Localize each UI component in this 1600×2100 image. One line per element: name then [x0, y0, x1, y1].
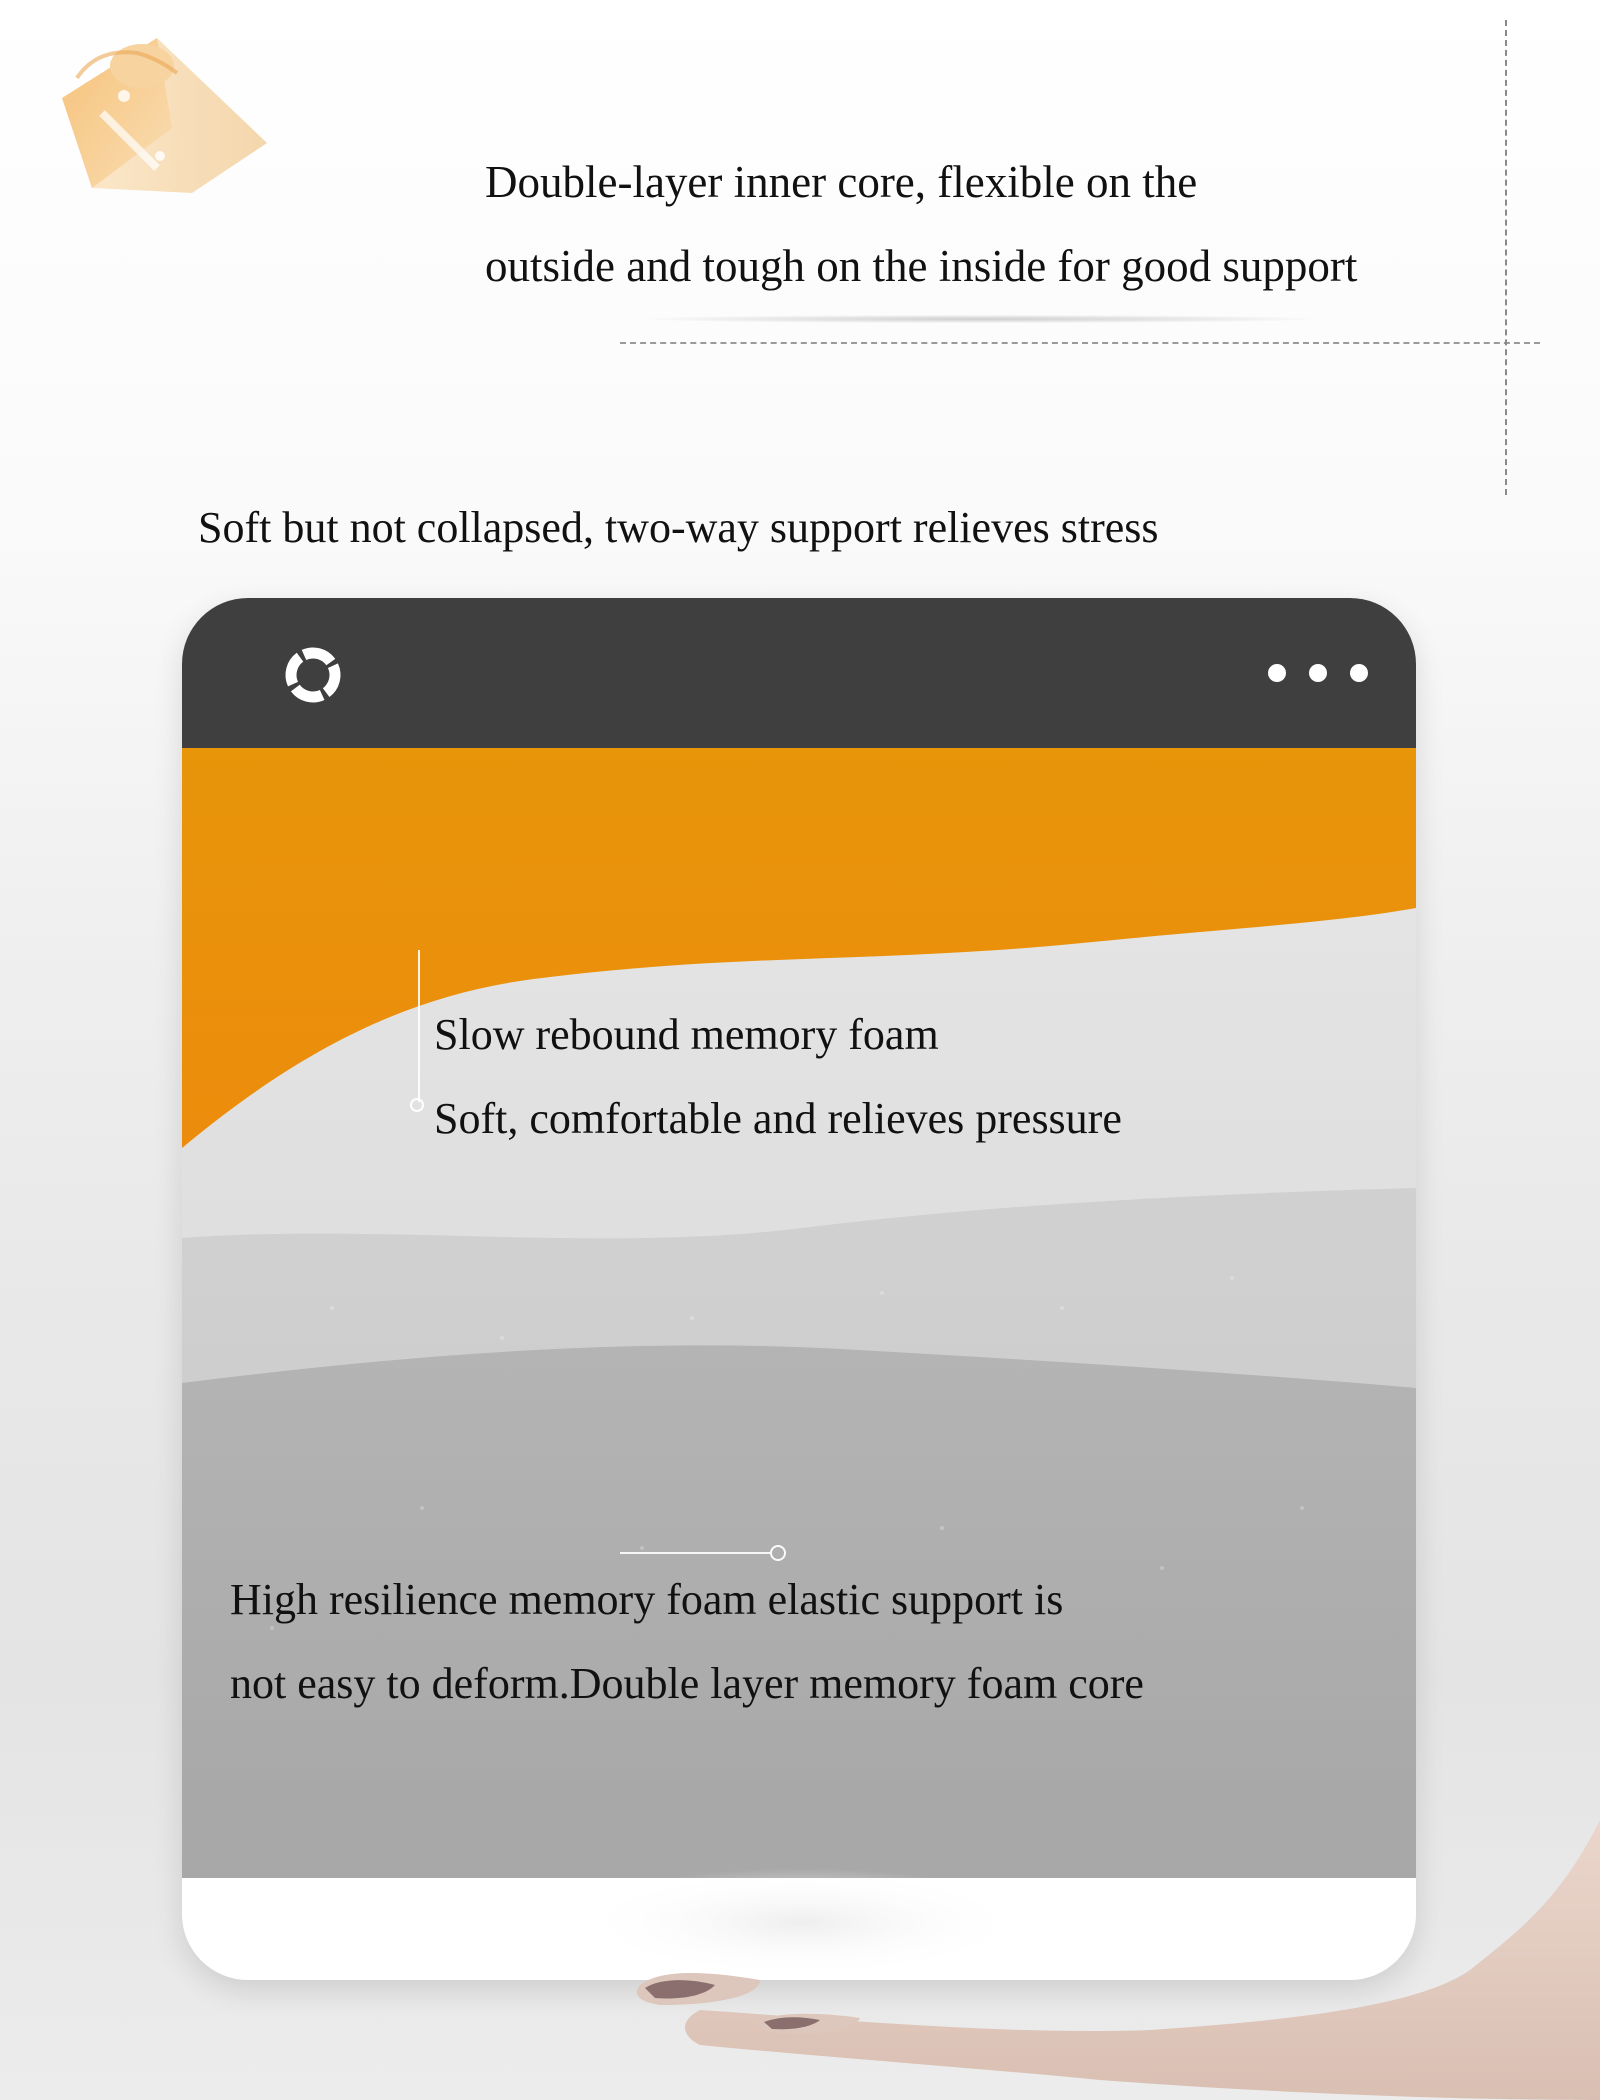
dot-icon: [1268, 664, 1286, 682]
top-layer-title: Slow rebound memory foam: [434, 1010, 939, 1059]
bottom-layer-line-1: High resilience memory foam elastic support is: [230, 1575, 1064, 1624]
dashed-divider-vertical: [1505, 20, 1507, 495]
headline-shadow: [650, 315, 1310, 323]
dot-icon: [1309, 664, 1327, 682]
headline-line-1: Double-layer inner core, flexible on the: [485, 157, 1198, 207]
foam-layers-illustration: [182, 748, 1416, 1980]
device-card: [182, 598, 1416, 1980]
top-layer-description: [434, 993, 1122, 1161]
headline: [485, 140, 1545, 308]
hand-icon: [0, 1820, 1600, 2100]
dashed-divider-horizontal: [620, 342, 1540, 344]
bottom-layer-line-2: not easy to deform.Double layer memory foam core: [230, 1659, 1144, 1708]
ring-icon[interactable]: [282, 644, 344, 706]
wedge-pillow-icon: [52, 18, 272, 208]
callout-line-vertical: [418, 950, 420, 1102]
callout-dot-icon: [410, 1098, 424, 1112]
bottom-layer-description: [230, 1558, 1144, 1726]
callout-line-horizontal: [620, 1552, 770, 1554]
top-layer-subtitle: Soft, comfortable and relieves pressure: [434, 1094, 1122, 1143]
headline-line-2: outside and tough on the inside for good support: [485, 241, 1358, 291]
more-dots-icon[interactable]: [1268, 664, 1368, 684]
section-title: Soft but not collapsed, two-way support relieves stress: [198, 503, 1159, 552]
card-header: [182, 598, 1416, 748]
dot-icon: [1350, 664, 1368, 682]
